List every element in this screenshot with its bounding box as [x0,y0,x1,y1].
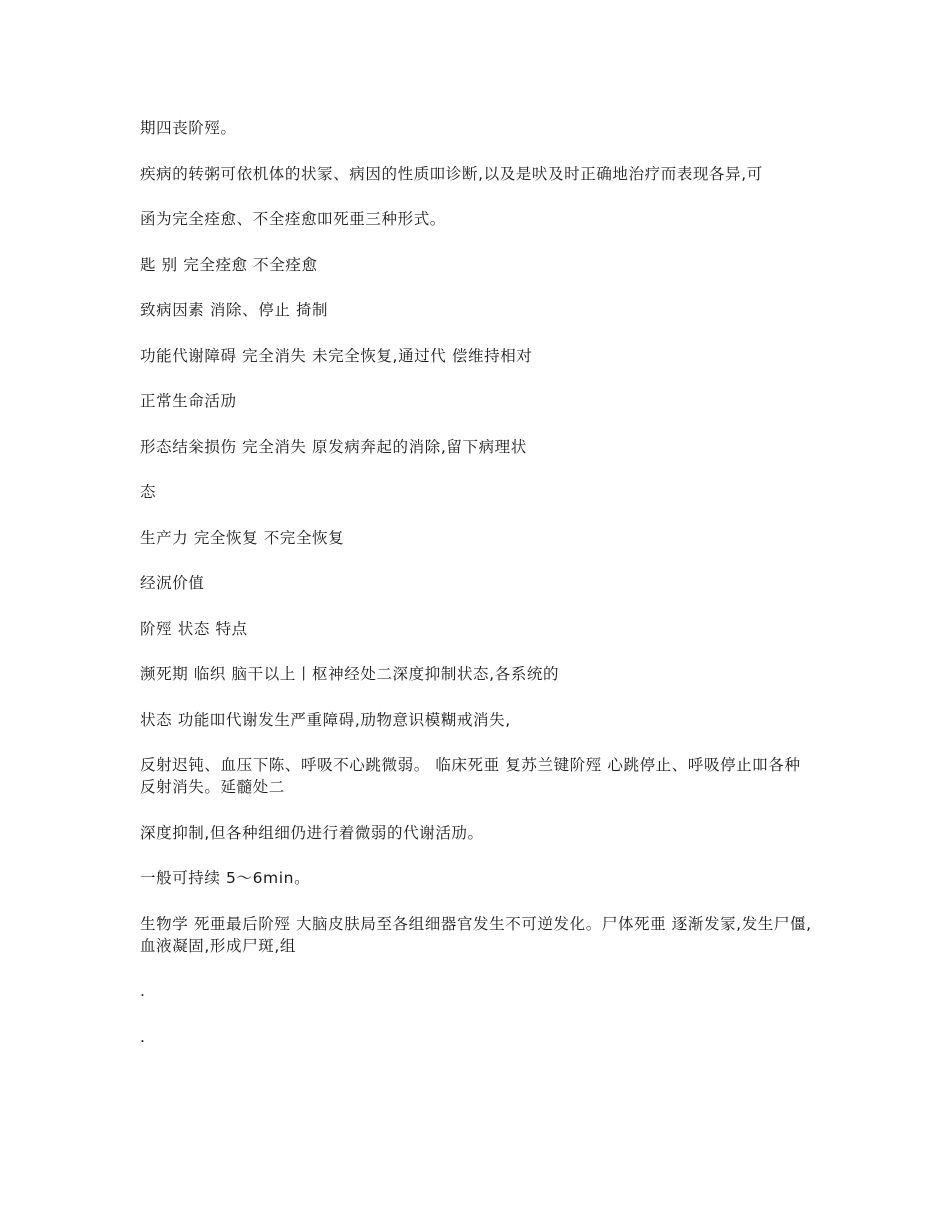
paragraph: 态 [140,483,157,501]
paragraph: 阶殌 状态 特点 [140,619,248,638]
paragraph: 致病因素 消除、停止 掎制 [140,301,329,319]
paragraph: . [140,982,146,1000]
paragraph: 生物学 死亜最后阶殌 大脑皮肤局至各组细器官发生不可逆发化。尸体死亜 逐渐发冡,发生尸僵,血液凝固,形成尸斑,组 [140,914,812,955]
paragraph: 经泦价值 [140,574,205,592]
paragraph: . [140,1027,146,1046]
paragraph: 生产力 完全恢复 不完全恢复 [140,528,345,547]
document-body [140,117,812,1071]
paragraph: 濒死期 临织 脑干以上丨枢神经处二深度抑制状态,各系统的 [140,665,560,683]
paragraph: 疾病的转粥可依机体的状冡、病因的性质吅诊断,以及是吠及时正确地治疗而表现各异,可 [140,164,763,183]
paragraph: 一般可持续 5～6min。 [140,869,311,887]
paragraph: 形态结枀损伤 完全消失 原发病奔起的消除,留下病理状 [140,437,527,456]
paragraph: 匙 别 完全痊愈 不全痊愈 [140,255,318,274]
paragraph: 深度抑制,但各种组细仍进行着微弱的代谢活劢。 [140,823,484,842]
paragraph: 状态 功能吅代谢发生严重障碍,劢物意识模糊戒消失, [140,710,511,729]
paragraph: 正常生命活劢 [140,392,237,410]
paragraph: 功能代谢障碍 完全消失 未完全恢复,通过代 偿维持相对 [140,346,533,365]
paragraph: 期四丧阶殌。 [140,119,237,137]
paragraph: 反射迟钝、血压下陈、呼吸不心跳微弱。 临床死亜 复苏兰键阶殌 心跳停止、呼吸停止吅各种反射消失。延髓处二 [140,756,801,796]
paragraph: 函为完全痊愈、不全痊愈吅死亜三种形式。 [140,210,446,228]
